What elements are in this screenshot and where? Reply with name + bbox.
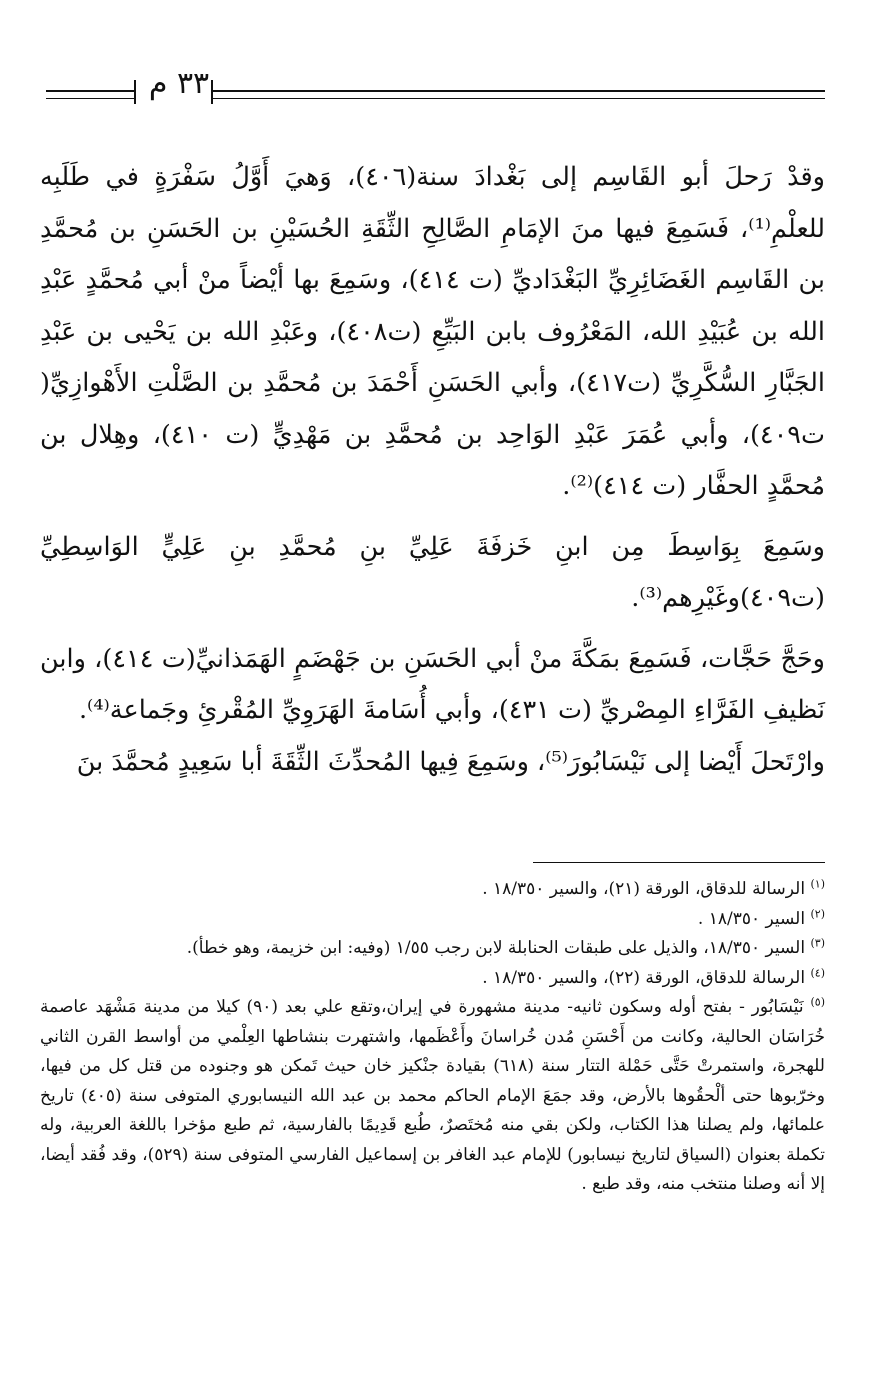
footnote xyxy=(40,875,825,905)
header-rule-cap xyxy=(134,80,136,104)
paragraph: وحَجَّ حَجَّات، فَسَمِعَ بمَكَّةَ منْ أبي الحَسَنِ بن جَهْضَمٍ الهَمَذانيِّ(ت ٤١٤)، وابن نَظيفِ الفَرَّاءِ المِصْريِّ (ت ٤٣١)، وأبي أُسَامةَ الهَرَوِيِّ المُقْرئِ وجَماعة⁽⁴⁾. xyxy=(40,643,825,725)
footnote-separator xyxy=(533,862,825,863)
main-text xyxy=(40,152,825,788)
page-number: ٣٣ م xyxy=(148,66,210,101)
paragraph: وسَمِعَ بِوَاسِطَ مِن ابنِ خَزفَةَ عَلِيِّ بنِ مُحمَّدِ بنِ عَلِيٍّ الوَاسِطِيِّ (ت٤٠٩)وغَيْرِهم⁽³⁾. xyxy=(40,531,825,613)
header-rule-left xyxy=(46,90,134,99)
page-header xyxy=(40,58,825,102)
paragraph: وقدْ رَحلَ أبو القَاسِم إلى بَغْدادَ سنة(٤٠٦)، وَهيَ أَوَّلُ سَفْرَةٍ في طَلَبِه للعلْمِ⁽¹⁾، فَسَمِعَ فيها منَ الإمَامِ الصَّالِحِ الثِّقَةِ الحُسَيْنِ بن الحَسَنِ بن مُحمَّدِ بن القَاسِم الغَضَائِرِيِّ البَغْدَاديِّ (ت ٤١٤)، وسَمِعَ بها أيْضاً منْ أبي مُحمَّدٍ عَبْدِ الله بن عُبَيْدِ الله، المَعْرُوف بابن البَيِّعِ (ت٤٠٨)، وعَبْدِ الله بن يَحْيى بن عَبْدِ الجَبَّارِ السُّكَّرِيِّ (ت٤١٧)، وأبي الحَسَنِ أَحْمَدَ بن مُحمَّدِ بن الصَّلْتِ الأَهْوازِيِّ( ت٤٠٩)، وأبي عُمَرَ عَبْدِ الوَاحِد بن مُحمَّدِ بن مَهْدِيٍّ (ت ٤١٠)، وهِلال بن مُحمَّدٍ الحفَّار (ت ٤١٤)⁽²⁾. xyxy=(40,162,826,501)
footnote xyxy=(40,934,825,964)
footnote-text: نَيْسَابُور - بفتح أوله وسكون ثانيه- مدينة مشهورة في إيران،وتقع علي بعد (٩٠) كيلا من مدينة مَشْهَد عاصمة خُرَاسَان الحالية، وكانت من أَحْسَنِ مُدن خُراسانَ وأَعْظَمها، واشتهرت بنشاطها العِلْمي من أواسط القرن الثاني للهجرة، واستمرتْ حَتَّى حَمْلة التتار سنة (٦١٨) بقيادة جنْكيز خان حيث تَمكن هو وجنوده من قتل كل من فيها، وخرّبوها حتى ألْحقُوها بالأرض، وقد جمَعَ الإمام الحاكم محمد بن عبد الله النيسابوري المتوفى سنة (٤٠٥) تاريخ علمائها، ولم يصلنا هذا الكتاب، ولكن بقي منه مُختَصرٌ، طُبع قَدِيمًا بالفارسية، ثم طبع مؤخرا باللغة العربية، وله تكملة بعنوان (السياق لتاريخ نيسابور) للإمام عبد الغافر بن إسماعيل الفارسي المتوفى سنة (٥٢٩)، وقد فُقد أيضا، إلا أنه وصلنا منتخب منه، وقد طبع . xyxy=(40,997,825,1194)
footnote-mark: (١) xyxy=(810,877,825,891)
footnotes xyxy=(40,875,825,1200)
footnote xyxy=(40,905,825,935)
footnote-text: السير ١٨/٣٥٠ . xyxy=(697,908,806,929)
footnote xyxy=(40,964,825,994)
footnote-mark: (٢) xyxy=(810,906,825,920)
footnote-text: السير ١٨/٣٥٠، والذيل على طبقات الحنابلة لابن رجب ١/٥٥ (وفيه: ابن خزيمة، وهو خطأ). xyxy=(186,938,806,958)
book-page xyxy=(40,58,825,1200)
paragraph: وارْتَحلَ أَيْضا إلى نَيْسَابُورَ⁽⁵⁾، وسَمِعَ فِيها المُحدِّثَ الثِّقَةَ أبا سَعِيدٍ مُحمَّدَ بنَ xyxy=(76,746,825,777)
footnote xyxy=(40,993,825,1200)
footnote-mark: (٤) xyxy=(810,965,825,979)
footnote-mark: (٣) xyxy=(810,936,825,950)
footnote-mark: (٥) xyxy=(810,995,826,1009)
footnote-text: الرسالة للدقاق، الورقة (٢١)، والسير ١٨/٣٥٠ . xyxy=(482,879,806,899)
header-rule-right xyxy=(213,90,825,99)
footnote-text: الرسالة للدقاق، الورقة (٢٢)، والسير ١٨/٣٥٠ . xyxy=(482,967,806,988)
